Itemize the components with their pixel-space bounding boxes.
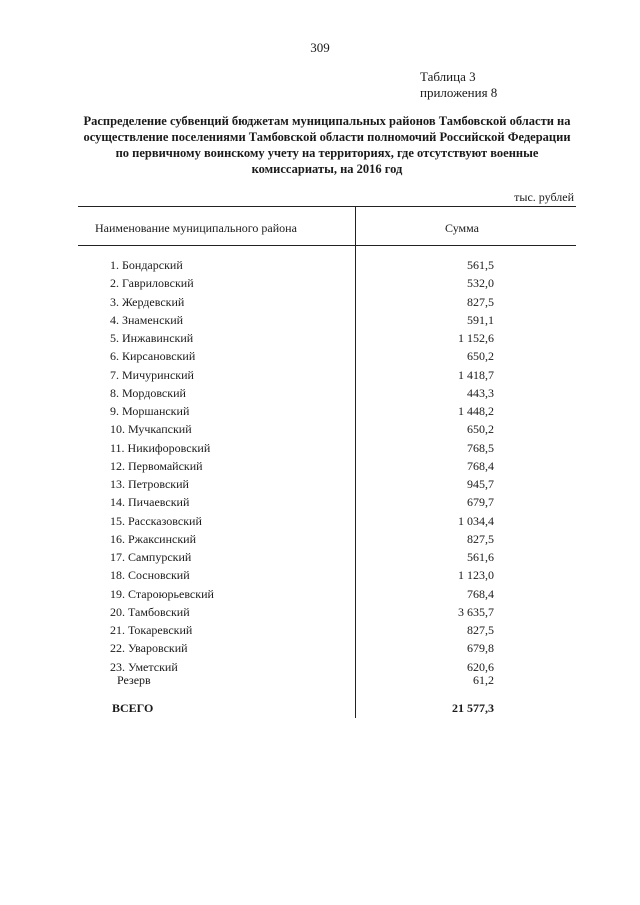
district-name: 12. Первомайский [110,458,203,473]
table-row [0,477,640,495]
table-row [0,568,640,586]
total-label: ВСЕГО [112,701,154,715]
table-label-line1: Таблица 3 [420,69,476,84]
reserve-value: 61,2 [473,673,494,687]
district-value: 945,7 [467,477,494,491]
table-row [0,495,640,513]
district-value: 827,5 [467,294,494,309]
district-name: 4. Знаменский [110,312,184,327]
table-label-line2: приложения 8 [420,85,498,100]
district-name: 7. Мичуринский [110,367,194,382]
district-name: 1. Бондарский [110,258,183,272]
reserve-label: Резерв [117,673,151,687]
table-row [0,422,640,440]
district-name: 6. Кирсановский [110,349,196,364]
total-row [0,701,640,719]
district-name: 19. Староюрьевский [110,586,214,601]
table-row [0,550,640,568]
table-row [0,623,640,641]
district-name: 21. Токаревский [110,623,193,637]
district-name: 20. Тамбовский [110,604,190,619]
district-value: 679,7 [467,495,494,510]
district-value: 768,4 [467,586,494,601]
table-row [0,295,640,313]
district-value: 561,6 [467,550,494,564]
district-value: 1 152,6 [458,331,494,345]
district-value: 591,1 [467,312,494,327]
table-row [0,349,640,367]
district-value: 827,5 [467,531,494,546]
table-row [0,313,640,331]
district-value: 532,0 [467,276,494,291]
units-label: тыс. рублей [514,190,574,204]
district-name: 11. Никифоровский [110,440,211,455]
district-name: 9. Моршанский [110,404,190,418]
district-name: 13. Петровский [110,477,189,491]
district-name: 14. Пичаевский [110,495,190,510]
table-row [0,514,640,532]
table-row [0,331,640,349]
district-value: 650,2 [467,349,494,364]
table-row [0,441,640,459]
table-row [0,258,640,276]
district-value: 679,8 [467,641,494,656]
district-name: 17. Сампурский [110,550,192,564]
district-name: 23. Уметский [110,659,178,674]
header-bottom-rule [78,245,576,246]
table-row [0,532,640,550]
reserve-row [0,673,640,691]
district-name: 22. Уваровский [110,641,188,656]
district-name: 8. Мордовский [110,385,186,400]
table-row [0,587,640,605]
district-value: 1 034,4 [458,513,494,528]
total-value: 21 577,3 [452,701,494,715]
district-name: 3. Жердевский [110,294,185,309]
district-value: 443,3 [467,385,494,400]
table-row [0,368,640,386]
district-value: 768,5 [467,440,494,455]
district-value: 650,2 [467,422,494,437]
district-name: 5. Инжавинский [110,331,194,345]
district-value: 1 448,2 [458,404,494,418]
page-number: 309 [310,40,330,55]
table-row [0,459,640,477]
table-row [0,641,640,659]
column-header-sum: Сумма [445,221,479,235]
district-value: 3 635,7 [458,604,494,619]
district-name: 10. Мучкапский [110,422,192,437]
district-value: 768,4 [467,458,494,473]
table-row [0,276,640,294]
column-header-name: Наименование муниципального района [95,221,297,235]
district-name: 16. Ржаксинский [110,531,196,546]
table-row [0,605,640,623]
district-name: 15. Рассказовский [110,513,202,528]
district-value: 620,6 [467,659,494,674]
district-name: 2. Гавриловский [110,276,194,291]
district-value: 1 123,0 [458,568,494,583]
district-value: 561,5 [467,258,494,272]
table-label [420,69,497,101]
table-top-rule [78,206,576,207]
district-name: 18. Сосновский [110,568,190,583]
table-row [0,386,640,404]
table-row [0,404,640,422]
district-value: 827,5 [467,623,494,637]
document-title: Распределение субвенций бюджетам муниципальных районов Тамбовской области на осуществление поселениями Тамбовской области полномочий Российской Федерации по первичному воинскому учету на территориях, где отсутствуют военные комиссариаты, на 2016 год [83,114,571,176]
district-value: 1 418,7 [458,367,494,382]
